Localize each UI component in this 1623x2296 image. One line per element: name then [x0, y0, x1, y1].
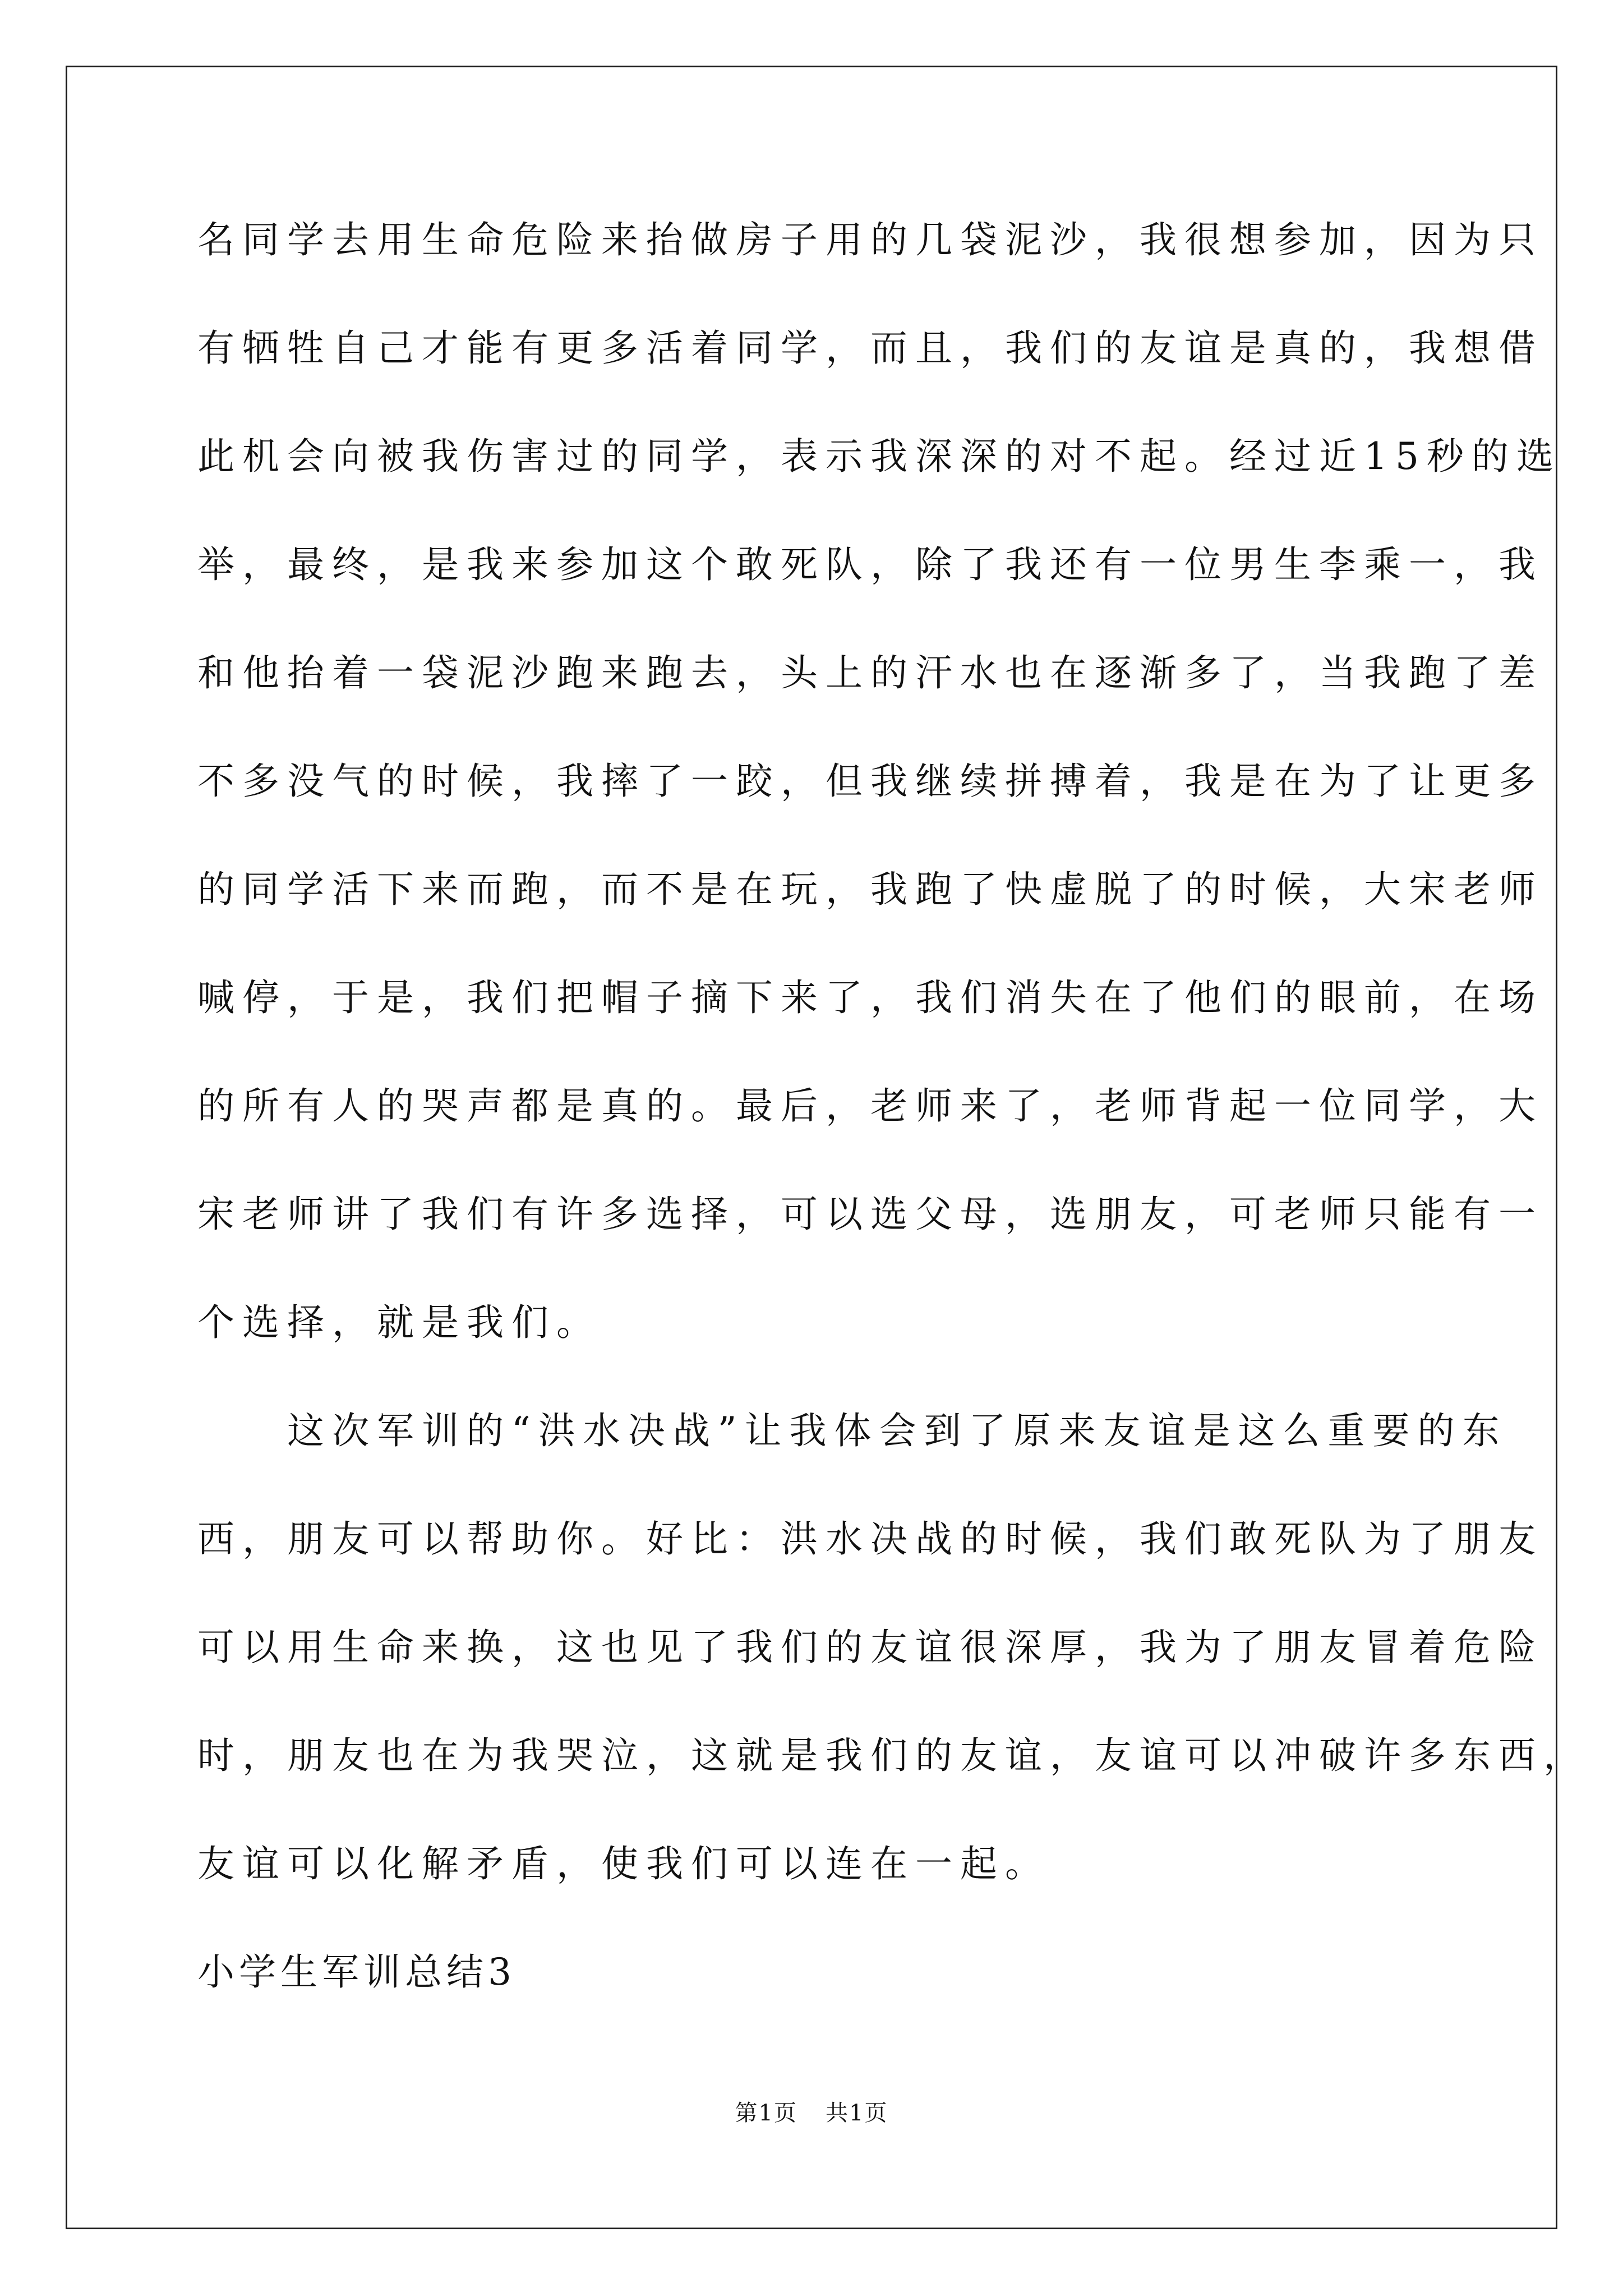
paragraph-line: 此机会向被我伤害过的同学，表示我深深的对不起。经过近15秒的选 — [197, 435, 1561, 478]
paragraph-line: 个选择，就是我们。 — [197, 1301, 601, 1344]
paragraph-line: 的所有人的哭声都是真的。最后，老师来了，老师背起一位同学，大 — [197, 1084, 1543, 1128]
paragraph-line: 喊停，于是，我们把帽子摘下来了，我们消失在了他们的眼前，在场 — [197, 976, 1543, 1019]
document-body — [197, 218, 1588, 2062]
paragraph-line: 可以用生命来换，这也见了我们的友谊很深厚，我为了朋友冒着危险 — [197, 1626, 1543, 1669]
page-number: 第1页 — [735, 2100, 797, 2126]
paragraph-line: 不多没气的时候，我摔了一跤，但我继续拼搏着，我是在为了让更多 — [197, 760, 1543, 803]
paragraph-line: 这次军训的“洪水决战”让我体会到了原来友谊是这么重要的东 — [287, 1409, 1507, 1452]
paragraph-line: 宋老师讲了我们有许多选择，可以选父母，选朋友，可老师只能有一 — [197, 1193, 1543, 1236]
paragraph-line: 举，最终，是我来参加这个敢死队，除了我还有一位男生李乘一，我 — [197, 543, 1543, 586]
paragraph-line: 时，朋友也在为我哭泣，这就是我们的友谊，友谊可以冲破许多东西， — [197, 1734, 1588, 1777]
paragraph-line: 友谊可以化解矛盾，使我们可以连在一起。 — [197, 1842, 1050, 1885]
paragraph-line: 和他抬着一袋泥沙跑来跑去，头上的汗水也在逐渐多了，当我跑了差 — [197, 651, 1543, 694]
paragraph-line: 名同学去用生命危险来抬做房子用的几袋泥沙，我很想参加，因为只 — [197, 218, 1543, 261]
page-footer — [0, 2095, 1623, 2127]
paragraph-line: 西，朋友可以帮助你。好比：洪水决战的时候，我们敢死队为了朋友 — [197, 1517, 1543, 1561]
section-heading: 小学生军训总结3 — [197, 1950, 516, 1994]
page-total: 共1页 — [826, 2100, 888, 2126]
paragraph-line: 的同学活下来而跑，而不是在玩，我跑了快虚脱了的时候，大宋老师 — [197, 868, 1543, 911]
paragraph-line: 有牺牲自己才能有更多活着同学，而且，我们的友谊是真的，我想借 — [197, 326, 1543, 370]
